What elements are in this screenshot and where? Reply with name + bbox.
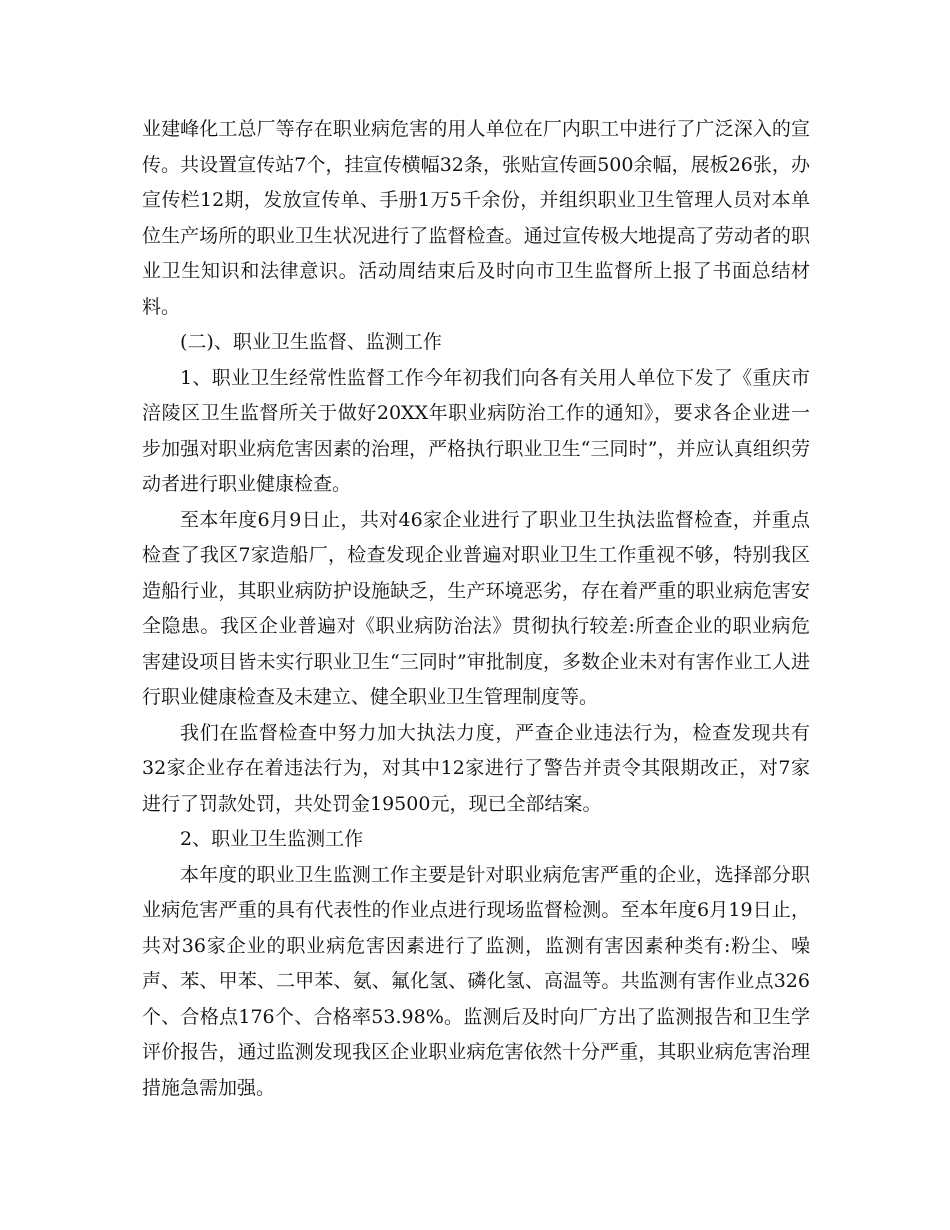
section-heading-monitoring-work: 2、职业卫生监测工作 [180, 828, 364, 850]
paragraph-routine-supervision: 1、职业卫生经常性监督工作今年初我们向各有关用人单位下发了《重庆市涪陵区卫生监督所关于做好20XX年职业病防治工作的通知》，要求各企业进一步加强对职业病危害因素的治理，严格执行职业卫生“三同时”，并应认真组织劳动者进行职业健康检查。 [142, 366, 810, 495]
paragraph-enforcement: 我们在监督检查中努力加大执法力度，严查企业违法行为，检查发现共有32家企业存在着违法行为，对其中12家进行了警告并责令其限期改正，对7家进行了罚款处罚，共处罚金19500元，现已全部结案。 [142, 721, 810, 815]
document-page [142, 112, 810, 1106]
paragraph-monitoring-results: 本年度的职业卫生监测工作主要是针对职业病危害严重的企业，选择部分职业病危害严重的具有代表性的作业点进行现场监督检测。至本年度6月19日止，共对36家企业的职业病危害因素进行了监测，监测有害因素种类有:粉尘、噪声、苯、甲苯、二甲苯、氨、氟化氢、磷化氢、高温等。共监测有害作业点326个、合格点176个、合格率53.98%。监测后及时向厂方出了监测报告和卫生学评价报告，通过监测发现我区企业职业病危害依然十分严重，其职业病危害治理措施急需加强。 [142, 863, 810, 1099]
paragraph-inspection-results: 至本年度6月9日止，共对46家企业进行了职业卫生执法监督检查，并重点检查了我区7家造船厂，检查发现企业普遍对职业卫生工作重视不够，特别我区造船行业，其职业病防护设施缺乏，生产环境恶劣，存在着严重的职业病危害安全隐患。我区企业普遍对《职业病防治法》贯彻执行较差:所查企业的职业病危害建设项目皆未实行职业卫生“三同时”审批制度，多数企业未对有害作业工人进行职业健康检查及未建立、健全职业卫生管理制度等。 [142, 508, 810, 708]
section-heading-supervision-monitoring: (二)、职业卫生监督、监测工作 [180, 331, 442, 353]
paragraph-publicity-summary: 业建峰化工总厂等存在职业病危害的用人单位在厂内职工中进行了广泛深入的宣传。共设置宣传站7个，挂宣传横幅32条，张贴宣传画500余幅，展板26张，办宣传栏12期，发放宣传单、手册1万5千余份，并组织职业卫生管理人员对本单位生产场所的职业卫生状况进行了监督检查。通过宣传极大地提高了劳动者的职业卫生知识和法律意识。活动周结束后及时向市卫生监督所上报了书面总结材料。 [142, 118, 810, 318]
